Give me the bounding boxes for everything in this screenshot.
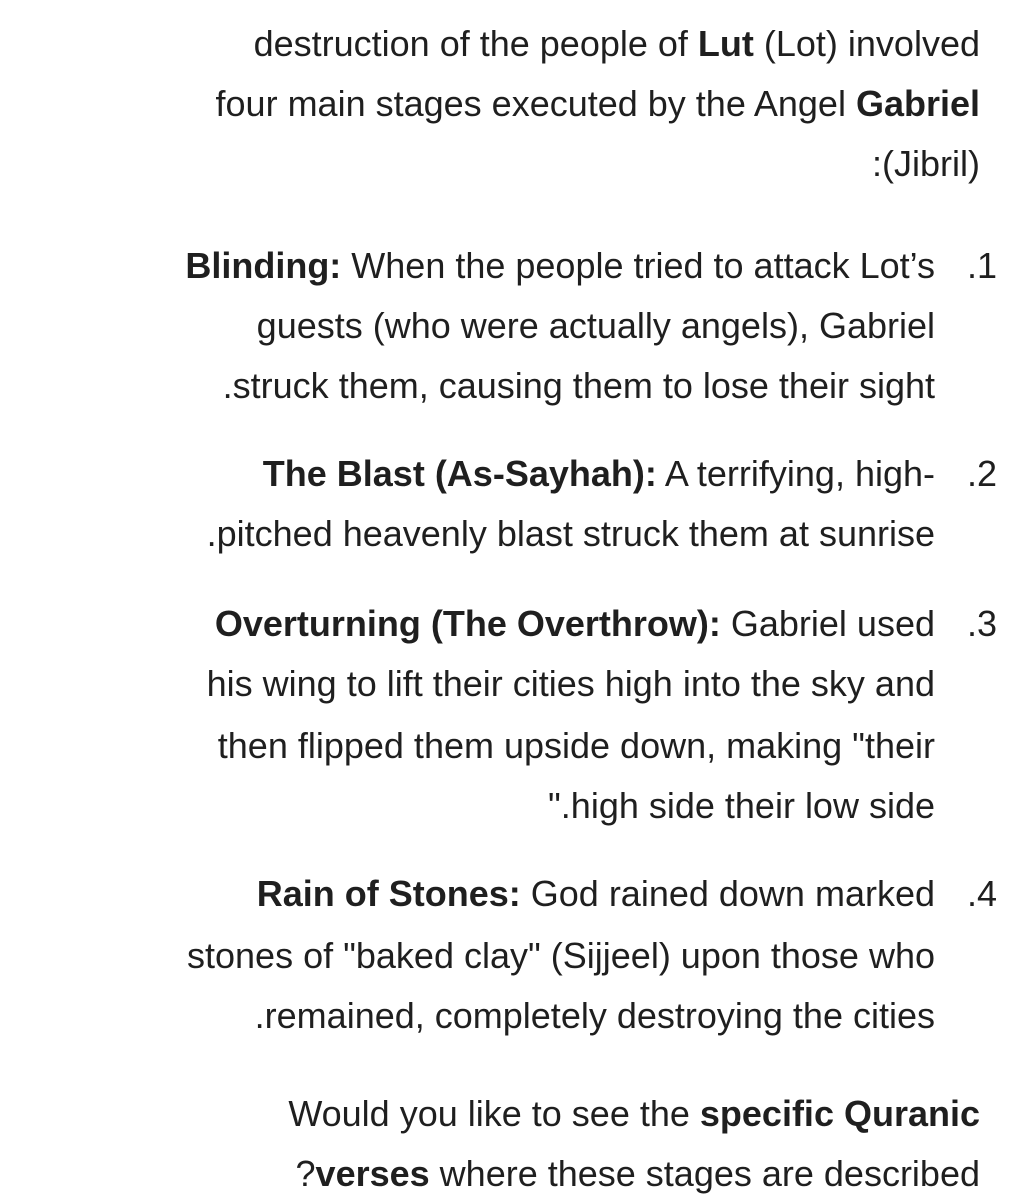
list-item-line: ".high side their low side	[548, 785, 935, 826]
intro-line	[872, 134, 980, 194]
list-item-line	[263, 444, 935, 504]
outro-bold: specific Quranic	[699, 1093, 980, 1134]
list-item-line: his wing to lift their cities high into the sky and	[206, 663, 935, 704]
outro-text: Would you like to see the	[288, 1093, 700, 1134]
list-item-line	[185, 236, 935, 296]
list-marker: .2	[966, 453, 997, 494]
list-item-line: stones of "baked clay" (Sijjeel) upon those who	[187, 935, 935, 976]
intro-text: destruction of the people of	[253, 23, 698, 64]
list-item-line	[215, 594, 935, 654]
intro-bold-lut: Lut	[697, 23, 754, 64]
outro-bold: verses	[315, 1153, 430, 1194]
list-item-line: .struck them, causing them to lose their sight	[222, 365, 935, 406]
list-item-text: Gabriel used	[720, 603, 935, 644]
list-item-term: The Blast (As-Sayhah):	[262, 453, 657, 494]
outro-text: ?	[295, 1153, 316, 1194]
intro-bold-gabriel: Gabriel	[855, 83, 980, 124]
list-item-line: .pitched heavenly blast struck them at sunrise	[206, 513, 935, 554]
list-item-text: God rained down marked	[520, 873, 935, 914]
outro-text: where these stages are described	[429, 1153, 980, 1194]
list-item-term: Blinding:	[185, 245, 342, 286]
intro-text: (Lot) involved	[753, 23, 980, 64]
list-item-text: When the people tried to attack Lot’s	[341, 245, 935, 286]
list-marker: .1	[966, 245, 997, 286]
intro-text: four main stages executed by the Angel	[215, 83, 856, 124]
outro-line	[296, 1144, 980, 1204]
list-item-text: A terrifying, high-	[656, 453, 935, 494]
intro-text: :(Jibril)	[872, 143, 980, 184]
intro-line	[254, 14, 980, 74]
list-item-term: Overturning (The Overthrow):	[214, 603, 721, 644]
outro-line	[288, 1084, 980, 1144]
list-item-line: .remained, completely destroying the cities	[254, 995, 935, 1036]
list-marker: .3	[966, 603, 997, 644]
list-item-line: guests (who were actually angels), Gabriel	[256, 305, 935, 346]
list-marker: .4	[966, 873, 997, 914]
intro-line	[216, 74, 980, 134]
list-item-line	[257, 864, 935, 924]
list-item-line: then flipped them upside down, making "their	[217, 725, 935, 766]
list-item-term: Rain of Stones:	[256, 873, 521, 914]
